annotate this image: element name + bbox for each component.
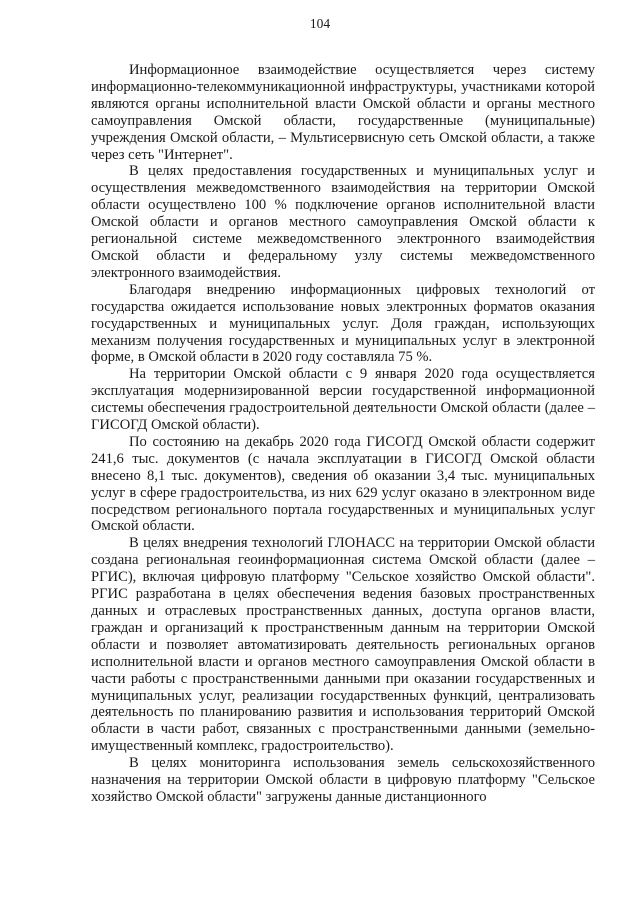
paragraph-land-monitoring: В целях мониторинга использования земель сельскохозяйственного назначения на территории Омской области в цифровую платформу "Сельское хозяйство Омской области" загружены данные дистанционного	[91, 755, 595, 805]
paragraph-interagency-connection: В целях предоставления государственных и муниципальных услуг и осуществления межведомственного взаимодействия на территории Омской области осуществлено 100 % подключение органов исполнительной власти Омской области и органов местного самоуправления Омской области к региональной системе межведомственного электронного взаимодействия Омской области и федеральному узлу системы межведомственного электронного взаимодействия.	[91, 163, 595, 281]
paragraph-information-interaction: Информационное взаимодействие осуществляется через систему информационно-телекоммуникационной инфраструктуры, участниками которой являются органы исполнительной власти Омской области и органы местного самоуправления Омской области, государственные (муниципальные) учреждения Омской области, – Мультисервисную сеть Омской области, а также через сеть "Интернет".	[91, 62, 595, 163]
paragraph-rgis-glonass: В целях внедрения технологий ГЛОНАСС на территории Омской области создана региональная геоинформационная система Омской области (далее – РГИС), включая цифровую платформу "Сельское хозяйство Омской области". РГИС разработана в целях обеспечения ведения базовых пространственных данных и отраслевых пространственных данных, доступа органов власти, граждан и организаций к пространственным данным на территории Омской области и позволяет автоматизировать деятельность региональных органов исполнительной власти и органов местного самоуправления Омской области в части работы с пространственными данными при оказании государственных и муниципальных услуг, реализации государственных функций, централизовать деятельность по планированию развития и использования территорий Омской области в части работ, связанных с пространственными данными (земельно-имущественный комплекс, градостроительство).	[91, 535, 595, 755]
page-number: 104	[309, 16, 331, 31]
paragraph-gisogd-status: По состоянию на декабрь 2020 года ГИСОГД Омской области содержит 241,6 тыс. документов (с начала эксплуатации в ГИСОГД Омской области внесено 8,1 тыс. документов), сведения об оказании 3,4 тыс. муниципальных услуг в сфере градостроительства, из них 629 услуг оказано в электронном виде посредством регионального портала государственных и муниципальных услуг Омской области.	[91, 433, 595, 535]
document-body	[91, 62, 595, 806]
paragraph-gisogd-operation: На территории Омской области с 9 января 2020 года осуществляется эксплуатация модернизированной версии государственной информационной системы обеспечения градостроительной деятельности Омской области (далее – ГИСОГД Омской области).	[91, 366, 595, 434]
paragraph-digital-technologies: Благодаря внедрению информационных цифровых технологий от государства ожидается использование новых электронных форматов оказания государственных и муниципальных услуг. Доля граждан, использующих механизм получения государственных и муниципальных услуг в электронной форме, в Омской области в 2020 году составляла 75 %.	[91, 281, 595, 366]
